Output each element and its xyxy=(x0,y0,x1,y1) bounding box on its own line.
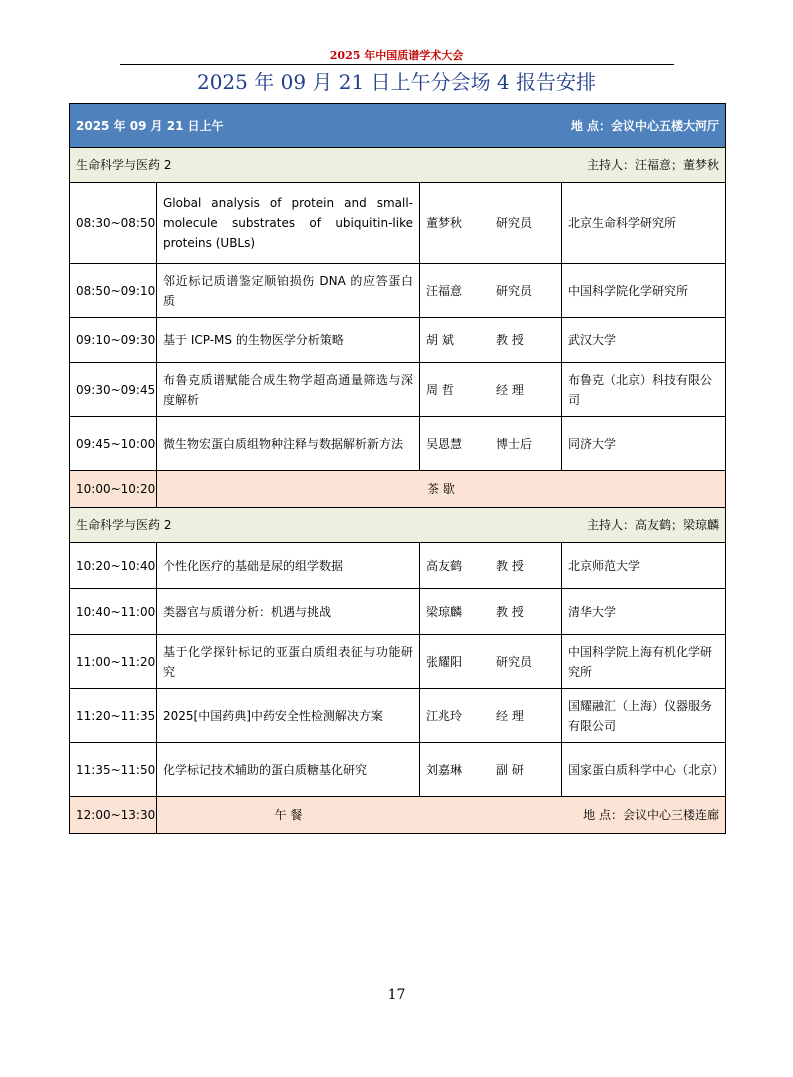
speaker-role: 研究员 xyxy=(496,654,533,669)
talk-time: 08:30~08:50 xyxy=(70,183,157,264)
speaker-name: 周 哲 xyxy=(426,382,454,397)
talk-time: 08:50~09:10 xyxy=(70,264,157,318)
talk-affiliation: 国家蛋白质科学中心（北京） xyxy=(562,743,726,797)
talk-speaker-cell xyxy=(420,318,562,363)
talk-speaker-cell xyxy=(420,183,562,264)
talk-affiliation: 中国科学院化学研究所 xyxy=(562,264,726,318)
speaker-name: 吴恩慧 xyxy=(426,436,463,451)
talk-row xyxy=(70,363,726,417)
talk-row xyxy=(70,589,726,635)
talk-title: 邻近标记质谱鉴定顺铂损伤 DNA 的应答蛋白质 xyxy=(157,264,420,318)
speaker-role: 教 授 xyxy=(496,558,524,573)
break-location: 地 点：会议中心三楼连廊 xyxy=(583,808,719,822)
talk-speaker-cell xyxy=(420,743,562,797)
running-head: 2025 年中国质谱学术大会 xyxy=(329,49,464,62)
talk-speaker-cell xyxy=(420,543,562,589)
break-label: 茶 歇 xyxy=(427,482,455,496)
session-row xyxy=(70,508,726,543)
speaker-name: 刘嘉琳 xyxy=(426,762,463,777)
speaker-role: 教 授 xyxy=(496,333,524,347)
speaker-name: 汪福意 xyxy=(426,283,463,298)
session-host: 主持人：汪福意；董梦秋 xyxy=(586,158,719,172)
talk-title: 基于化学探针标记的亚蛋白质组表征与功能研究 xyxy=(157,635,420,689)
header-rule xyxy=(120,64,674,65)
talk-affiliation: 北京生命科学研究所 xyxy=(562,183,726,264)
break-row xyxy=(70,797,726,834)
talk-title: 个性化医疗的基础是尿的组学数据 xyxy=(157,543,420,589)
speaker-name: 张耀阳 xyxy=(426,654,463,669)
talk-speaker-cell xyxy=(420,635,562,689)
talk-time: 11:35~11:50 xyxy=(70,743,157,797)
break-label: 午 餐 xyxy=(274,808,303,822)
break-time: 10:00~10:20 xyxy=(70,471,157,508)
talk-affiliation: 布鲁克（北京）科技有限公司 xyxy=(562,363,726,417)
speaker-role: 研究员 xyxy=(496,216,533,230)
talk-time: 09:45~10:00 xyxy=(70,417,157,471)
talk-time: 10:20~10:40 xyxy=(70,543,157,589)
talk-affiliation: 国耀融汇（上海）仪器服务有限公司 xyxy=(562,689,726,743)
talk-affiliation: 同济大学 xyxy=(562,417,726,471)
talk-affiliation: 清华大学 xyxy=(562,589,726,635)
talk-time: 09:30~09:45 xyxy=(70,363,157,417)
speaker-name: 梁琼麟 xyxy=(426,604,463,619)
speaker-name: 胡 斌 xyxy=(426,333,454,347)
talk-time: 11:20~11:35 xyxy=(70,689,157,743)
talk-row xyxy=(70,743,726,797)
talk-row xyxy=(70,318,726,363)
talk-speaker-cell xyxy=(420,363,562,417)
speaker-name: 董梦秋 xyxy=(426,216,463,230)
header-date: 2025 年 09 月 21 日上午 xyxy=(76,118,224,133)
speaker-role: 研究员 xyxy=(496,283,533,298)
talk-title: 基于 ICP-MS 的生物医学分析策略 xyxy=(157,318,420,363)
schedule-header-row xyxy=(70,104,726,148)
talk-time: 09:10~09:30 xyxy=(70,318,157,363)
talk-speaker-cell xyxy=(420,689,562,743)
break-time: 12:00~13:30 xyxy=(70,797,157,834)
session-row xyxy=(70,148,726,183)
talk-title: 化学标记技术辅助的蛋白质糖基化研究 xyxy=(157,743,420,797)
break-row xyxy=(70,471,726,508)
talk-affiliation: 北京师范大学 xyxy=(562,543,726,589)
talk-time: 11:00~11:20 xyxy=(70,635,157,689)
page-title: 2025 年 09 月 21 日上午分会场 4 报告安排 xyxy=(196,70,597,94)
talk-speaker-cell xyxy=(420,589,562,635)
speaker-role: 经 理 xyxy=(496,708,524,723)
talk-affiliation: 中国科学院上海有机化学研究所 xyxy=(562,635,726,689)
talk-title: 微生物宏蛋白质组物种注释与数据解析新方法 xyxy=(157,417,420,471)
speaker-name: 高友鹤 xyxy=(426,558,463,573)
session-host: 主持人：高友鹤；梁琼麟 xyxy=(586,518,719,532)
header-location: 地 点：会议中心五楼大河厅 xyxy=(570,118,719,133)
talk-row xyxy=(70,417,726,471)
talk-row xyxy=(70,264,726,318)
speaker-name: 江兆玲 xyxy=(426,708,463,723)
page-number: 17 xyxy=(387,987,406,1003)
talk-title: 布鲁克质谱赋能合成生物学超高通量筛选与深度解析 xyxy=(157,363,420,417)
talk-title: 2025[中国药典]中药安全性检测解决方案 xyxy=(157,689,420,743)
talk-row xyxy=(70,635,726,689)
session-name: 生命科学与医药 2 xyxy=(76,518,172,532)
talk-title: Global analysis of protein and small-molecule substrates of ubiquitin-like proteins (UBLs) xyxy=(157,183,420,264)
talk-speaker-cell xyxy=(420,417,562,471)
schedule-table xyxy=(69,103,726,834)
talk-row xyxy=(70,689,726,743)
talk-row xyxy=(70,543,726,589)
speaker-role: 博士后 xyxy=(496,436,533,451)
talk-title: 类器官与质谱分析：机遇与挑战 xyxy=(157,589,420,635)
speaker-role: 经 理 xyxy=(496,382,524,397)
talk-affiliation: 武汉大学 xyxy=(562,318,726,363)
speaker-role: 副 研 xyxy=(496,762,524,777)
session-name: 生命科学与医药 2 xyxy=(76,158,172,172)
talk-speaker-cell xyxy=(420,264,562,318)
talk-time: 10:40~11:00 xyxy=(70,589,157,635)
talk-row xyxy=(70,183,726,264)
speaker-role: 教 授 xyxy=(496,604,524,619)
